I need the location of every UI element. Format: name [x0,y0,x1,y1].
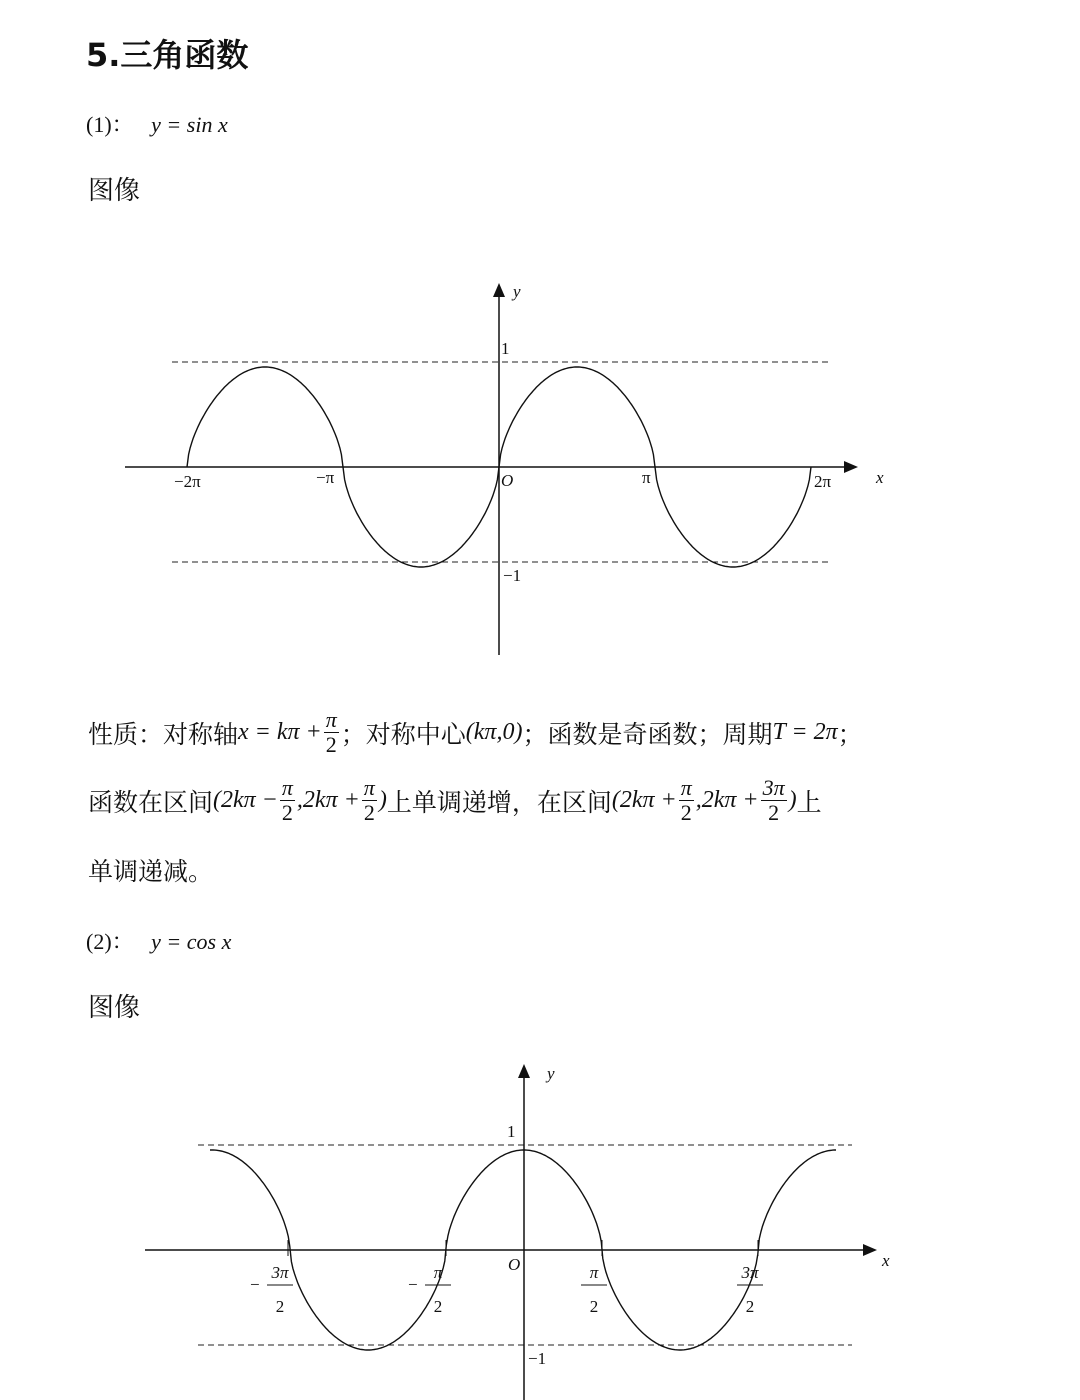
properties-line-1 [88,708,863,757]
denominator: 2 [363,800,375,825]
text: ； [837,719,863,749]
x-tick-numerator: 3π [271,1263,289,1282]
text: 函数在区间 [88,787,214,817]
numerator: 3π [762,775,785,800]
math: ) [788,787,797,813]
denominator: 2 [281,800,293,825]
properties-line-2 [88,776,822,825]
math: ,2kπ + [296,787,360,813]
x-tick-sign: − [408,1275,418,1294]
x-tick: 2π [814,472,832,491]
math: ) [378,787,387,813]
x-tick-numerator: π [433,1263,443,1282]
y-tick-1: 1 [501,339,510,358]
math: (2kπ + [611,787,677,813]
cos-formula: y = cos x [151,929,232,954]
denominator: 2 [325,732,337,757]
denominator: 2 [768,800,780,825]
item-number: (1)： [86,112,134,137]
math: ,2kπ + [695,787,759,813]
x-tick-denominator: 2 [433,1297,443,1316]
x-tick: π [642,468,651,487]
denominator: 2 [680,800,692,825]
text: 上 [796,787,822,817]
y-axis-label: y [513,282,521,301]
y-tick-1: 1 [507,1122,516,1141]
image-label: 图像 [88,993,141,1023]
x-arrow-icon [844,461,858,473]
properties-line-3: 单调递减。 [88,857,214,886]
math: T = 2π [772,719,838,745]
fraction [324,708,339,757]
x-arrow-icon [863,1244,877,1256]
text: 性质：对称轴 [88,719,239,749]
x-axis-label: x [882,1251,890,1270]
text: 上单调递增，在区间 [386,787,612,817]
x-tick-numerator: 3π [741,1263,759,1282]
numerator: π [363,775,375,800]
x-axis-label: x [876,468,884,487]
numerator: π [325,707,337,732]
text: ；对称中心 [340,719,466,749]
math: x = kπ + [238,719,322,745]
fraction [761,776,787,825]
x-tick-denominator: 2 [275,1297,285,1316]
item-number: (2)： [86,929,134,954]
x-tick-numerator: π [589,1263,599,1282]
fraction [280,776,295,825]
math: (kπ,0) [465,719,523,745]
section-title: 5.三角函数 [86,36,249,74]
math: (2kπ − [213,787,278,813]
y-axis-label: y [547,1064,555,1083]
fraction [679,776,694,825]
y-tick-neg1: −1 [528,1349,547,1368]
cos-heading [86,925,231,956]
numerator: π [281,775,293,800]
origin-label: O [508,1255,521,1274]
x-tick-sign: − [250,1275,260,1294]
numerator: π [680,775,692,800]
text: ；函数是奇函数；周期 [522,719,773,749]
y-arrow-icon [518,1064,530,1078]
x-tick: −π [316,468,335,487]
x-tick-denominator: 2 [745,1297,755,1316]
cos-curve [210,1150,836,1350]
sin-formula: y = sin x [151,112,228,137]
origin-label: O [501,471,514,490]
y-arrow-icon [493,283,505,297]
x-tick: −2π [174,472,201,491]
fraction [362,776,377,825]
y-tick-neg1: −1 [503,566,522,585]
image-label: 图像 [88,176,141,206]
x-tick-denominator: 2 [589,1297,599,1316]
